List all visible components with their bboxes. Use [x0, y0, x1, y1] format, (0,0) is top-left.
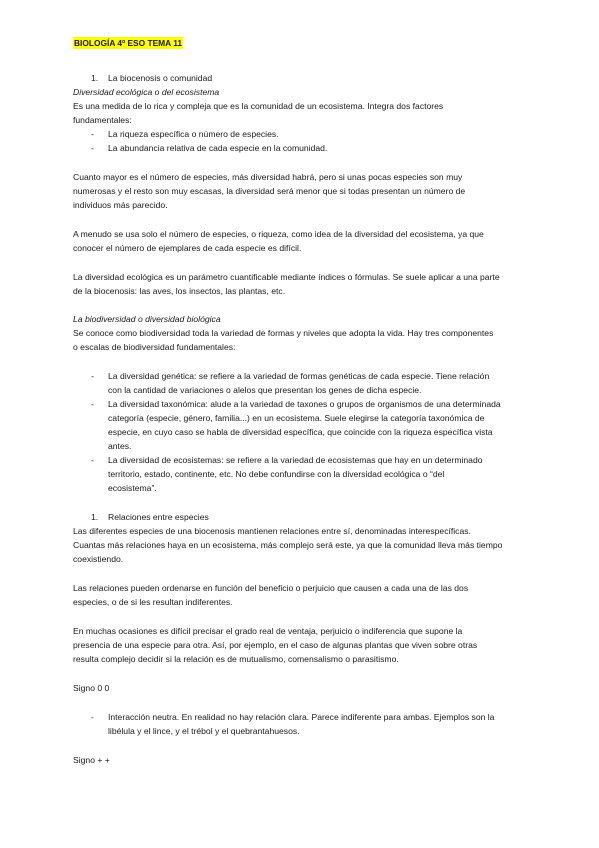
section-number: 1. — [91, 512, 99, 522]
bullet-dash: - — [91, 371, 94, 381]
bullet-dash: - — [91, 399, 94, 409]
bullet-dash: - — [91, 129, 94, 139]
section-number: 1. — [91, 73, 99, 83]
paragraph-line: presencia de una especie para otra. Así, por ejemplo, en el caso de algunas plantas que viven sobre otras — [73, 640, 478, 650]
paragraph-line: de la biocenosis: las aves, los insectos, las plantas, etc. — [73, 286, 286, 296]
section-heading-biocenosis — [91, 72, 212, 84]
paragraph-line: Cuantas más relaciones haya en un ecosistema, más complejo será este, ya que la comunidad lleva más tiempo — [73, 540, 503, 550]
sign-label-00: Signo 0 0 — [73, 683, 110, 693]
list-item-continued: categoría (especie, género, familia...) en un ecosistema. Suele elegirse la categoría taxonómica de — [108, 413, 485, 423]
bullet-dash: - — [91, 455, 94, 465]
section-title: La biocenosis o comunidad — [108, 73, 213, 83]
bullet-dash: - — [91, 143, 94, 153]
list-item: Interacción neutra. En realidad no hay relación clara. Parece indiferente para ambas. Ejemplos son la — [108, 712, 495, 722]
list-item-continued: libélula y el lince, y el trébol y el quebrantahuesos. — [108, 726, 300, 736]
paragraph-line: En muchas ocasiones es difícil precisar el grado real de ventaja, perjuicio o indiferencia que supone la — [73, 626, 463, 636]
paragraph-line: Cuanto mayor es el número de especies, más diversidad habrá, pero si unas pocas especies son muy — [73, 172, 463, 182]
paragraph-line: o escalas de biodiversidad fundamentales: — [73, 342, 236, 352]
list-item: La diversidad de ecosistemas: se refiere a la variedad de ecosistemas que hay en un determinado — [108, 455, 483, 465]
subheading-biodiversity: La biodiversidad o diversidad biológica — [73, 314, 221, 324]
paragraph-line: A menudo se usa solo el número de especies, o riqueza, como idea de la diversidad del ecosistema, ya que — [73, 229, 484, 239]
list-item-continued: especie, en cuyo caso se habla de diversidad específica, que coincide con la riqueza específica vista — [108, 427, 493, 437]
list-item-continued: ecosistema”. — [108, 483, 157, 493]
paragraph-line: Las diferentes especies de una biocenosis mantienen relaciones entre sí, denominadas interespecíficas. — [73, 526, 471, 536]
list-item: La diversidad genética: se refiere a la variedad de formas genéticas de cada especie. Tiene relación — [108, 371, 490, 381]
paragraph-line: resulta complejo decidir si la relación es de mutualismo, comensalismo o parasitismo. — [73, 654, 399, 664]
section-heading-relations — [91, 511, 209, 523]
list-item: La riqueza específica o número de especies. — [108, 129, 279, 139]
paragraph-line: Las relaciones pueden ordenarse en función del beneficio o perjuicio que causen a cada una de las dos — [73, 583, 469, 593]
bullet-dash: - — [91, 712, 94, 722]
sign-label-plus-plus: Signo + + — [73, 755, 110, 765]
paragraph-line: fundamentales: — [73, 115, 132, 125]
paragraph-line: conocer el número de ejemplares de cada especie es difícil. — [73, 243, 302, 253]
paragraph-line: especies, o de si les resultan indiferentes. — [73, 597, 233, 607]
list-item-continued: territorio, estado, continente, etc. No debe confundirse con la diversidad ecológica o “del — [108, 469, 445, 479]
paragraph-line: Se conoce como biodiversidad toda la variedad de formas y niveles que adopta la vida. Hay tres componentes — [73, 328, 494, 338]
paragraph-line: Es una medida de lo rica y compleja que es la comunidad de un ecosistema. Integra dos factores — [73, 101, 444, 111]
paragraph-line: individuos más parecido. — [73, 200, 168, 210]
list-item-continued: antes. — [108, 441, 132, 451]
paragraph-line: La diversidad ecológica es un parámetro cuantificable mediante índices o fórmulas. Se suele aplicar a una parte — [73, 272, 500, 282]
subheading-ecological-diversity: Diversidad ecológica o del ecosistema — [73, 87, 220, 97]
document-title: BIOLOGÍA 4º ESO TEMA 11 — [74, 38, 183, 48]
paragraph-line: coexistiendo. — [73, 554, 124, 564]
paragraph-line: numerosas y el resto son muy escasas, la diversidad será menor que si todas presentan un número de — [73, 186, 466, 196]
list-item: La abundancia relativa de cada especie en la comunidad. — [108, 143, 328, 153]
section-title: Relaciones entre especies — [108, 512, 209, 522]
list-item: La diversidad taxonómica: alude a la variedad de taxones o grupos de organismos de una determinada — [108, 399, 501, 409]
list-item-continued: con la cantidad de variaciones o alelos que presentan los genes de dicha especie. — [108, 385, 422, 395]
